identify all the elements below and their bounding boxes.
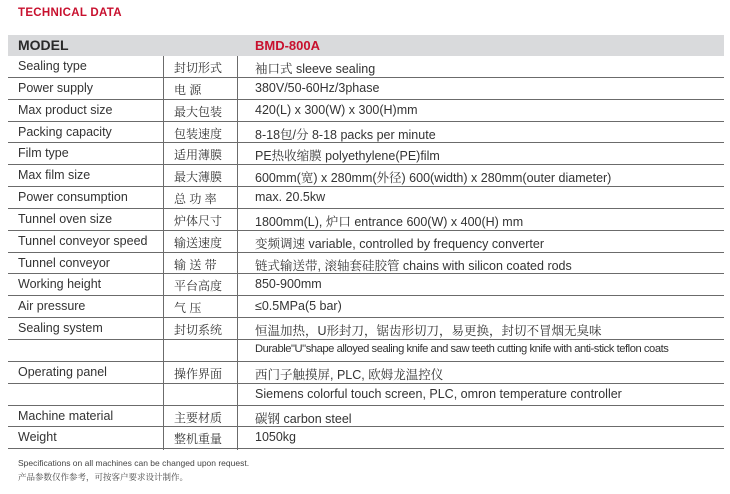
note-cn: 产品参数仅作参考，可按客户要求设计制作。 [18, 472, 189, 482]
spec-label-en: Max film size [18, 168, 91, 183]
spec-row [8, 318, 724, 340]
column-divider-2 [237, 56, 238, 450]
spec-value: 850-900mm [255, 277, 322, 292]
spec-value: 1800mm(L), 炉口 entrance 600(W) x 400(H) mm [255, 214, 524, 229]
spec-label-en: Weight [18, 430, 57, 445]
model-header-row [8, 35, 724, 56]
spec-row [8, 187, 724, 209]
spec-row [8, 340, 724, 362]
spec-label-cn: 主要材质 [174, 410, 223, 425]
spec-label-cn: 总 功 率 [174, 192, 217, 207]
spec-value: max. 20.5kw [255, 190, 326, 205]
spec-label-cn: 操作界面 [174, 366, 223, 381]
spec-label-en: Packing capacity [18, 124, 112, 139]
spec-row [8, 56, 724, 78]
spec-label-cn: 适用薄膜 [174, 148, 223, 163]
spec-label-cn: 最大包装 [174, 104, 223, 119]
spec-row [8, 296, 724, 318]
spec-label-cn: 电 源 [174, 82, 202, 97]
spec-label-cn: 整机重量 [174, 432, 223, 447]
spec-value: 420(L) x 300(W) x 300(H)mm [255, 102, 418, 117]
spec-label-en: Tunnel conveyor speed [18, 233, 148, 248]
spec-value: Siemens colorful touch screen, PLC, omron temperature controller [255, 386, 622, 401]
spec-label-en: Max product size [18, 102, 113, 117]
spec-value: 链式输送带, 滚轴套硅胶管 chains with silicon coated rods [255, 258, 572, 273]
spec-row [8, 362, 724, 384]
spec-value: 西门子触摸屏, PLC, 欧姆龙温控仪 [255, 367, 444, 382]
spec-value: 380V/50-60Hz/3phase [255, 80, 380, 95]
spec-label-cn: 气 压 [174, 301, 202, 316]
spec-value: 碳钢 carbon steel [255, 411, 352, 426]
spec-label-en: Sealing system [18, 321, 103, 336]
spec-row [8, 122, 724, 144]
spec-label-en: Film type [18, 146, 69, 161]
spec-label-en: Sealing type [18, 59, 87, 73]
spec-row [8, 274, 724, 296]
spec-label-en: Air pressure [18, 299, 86, 314]
spec-row [8, 427, 724, 449]
spec-row [8, 100, 724, 122]
spec-value: 袖口式 sleeve sealing [255, 62, 376, 76]
spec-row [8, 231, 724, 253]
spec-label-cn: 输 送 带 [174, 257, 217, 272]
spec-label-cn: 最大薄膜 [174, 170, 223, 185]
spec-value: 600mm(宽) x 280mm(外径) 600(width) x 280mm(outer diameter) [255, 171, 612, 186]
spec-row [8, 253, 724, 275]
spec-row [8, 209, 724, 231]
spec-label-en: Tunnel oven size [18, 211, 113, 226]
spec-label-cn: 炉体尺寸 [174, 213, 223, 228]
spec-label-en: Operating panel [18, 364, 107, 379]
spec-row [8, 78, 724, 100]
spec-value: PE热收缩膜 polyethylene(PE)film [255, 149, 440, 164]
spec-label-cn: 封切系统 [174, 323, 223, 338]
model-value: BMD-800A [255, 38, 321, 53]
spec-table [8, 56, 724, 449]
spec-label-en: Working height [18, 277, 102, 292]
spec-value: 8-18包/分 8-18 packs per minute [255, 127, 436, 142]
spec-value: ≤0.5MPa(5 bar) [255, 299, 342, 314]
spec-label-en: Tunnel conveyor [18, 255, 110, 270]
spec-row [8, 165, 724, 187]
spec-value: Durable"U"shape alloyed sealing knife and saw teeth cutting knife with anti-stick teflon coats [255, 342, 669, 355]
section-title: TECHNICAL DATA [18, 7, 122, 19]
column-divider-1 [163, 56, 164, 450]
note-en: Specifications on all machines can be changed upon request. [18, 458, 250, 468]
spec-label-cn: 封切形式 [174, 61, 223, 75]
spec-label-cn: 包装速度 [174, 126, 223, 141]
model-label: MODEL [18, 37, 69, 53]
spec-label-en: Machine material [18, 408, 114, 423]
spec-label-en: Power consumption [18, 190, 128, 205]
spec-label-cn: 平台高度 [174, 279, 223, 294]
spec-value: 1050kg [255, 430, 297, 445]
spec-value: 恒温加热，U形封刀，锯齿形切刀，易更换，封切不冒烟无臭味 [255, 324, 602, 339]
spec-row [8, 143, 724, 165]
spec-value: 变频调速 variable, controlled by frequency converter [255, 236, 545, 251]
spec-row [8, 384, 724, 406]
spec-label-cn: 输送速度 [174, 235, 223, 250]
spec-label-en: Power supply [18, 80, 94, 95]
spec-row [8, 406, 724, 428]
